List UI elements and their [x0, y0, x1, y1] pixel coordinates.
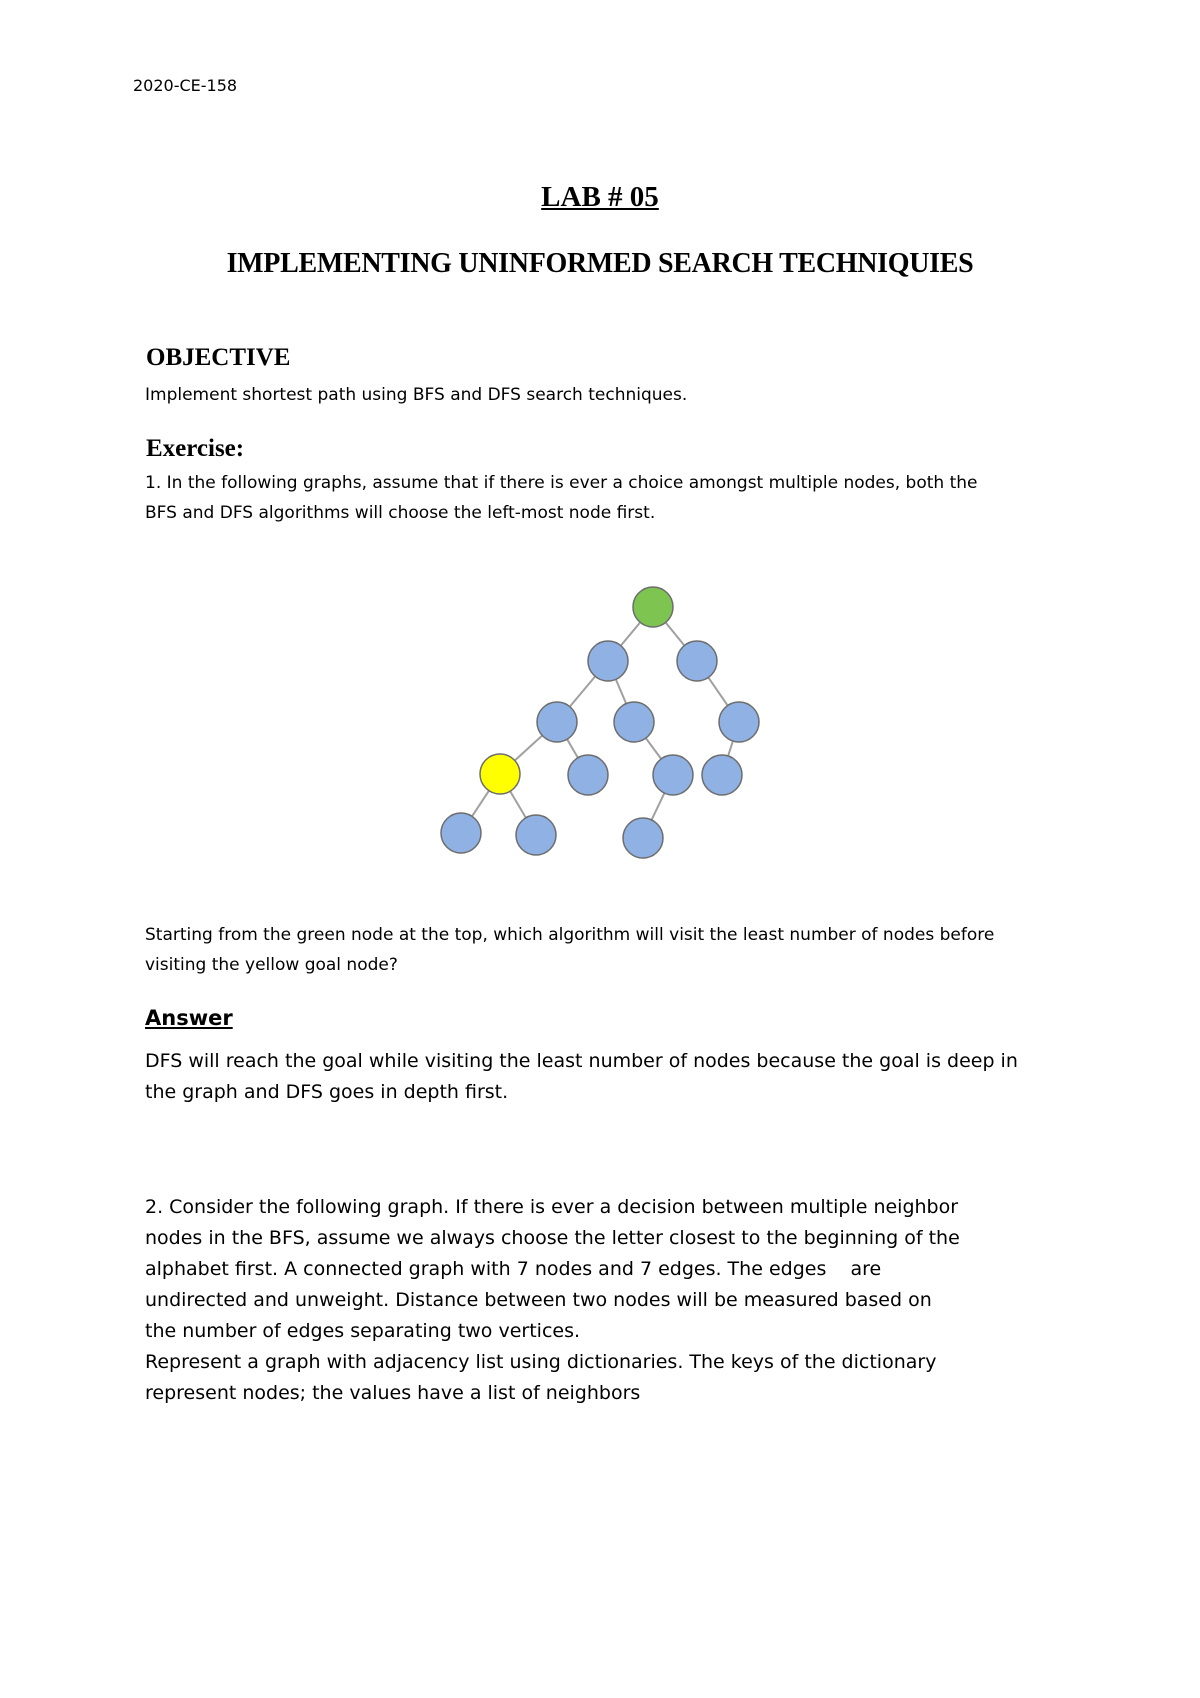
- objective-text: Implement shortest path using BFS and DFS search techniques.: [145, 385, 688, 405]
- graph-node: [702, 755, 742, 795]
- graph-edge: [621, 622, 640, 645]
- question-two-line: undirected and unweight. Distance between two nodes will be measured based on: [145, 1289, 932, 1311]
- question-two-line: 2. Consider the following graph. If there is ever a decision between multiple neighbor: [145, 1196, 959, 1218]
- question-two-line: represent nodes; the values have a list of neighbors: [145, 1382, 641, 1404]
- answer-line: the graph and DFS goes in depth first.: [145, 1081, 509, 1103]
- graph-node: [614, 702, 654, 742]
- graph-edge: [510, 791, 526, 818]
- question-line: Starting from the green node at the top, which algorithm will visit the least number of nodes before: [145, 925, 995, 945]
- search-tree-graph: [430, 580, 770, 880]
- main-title: IMPLEMENTING UNINFORMED SEARCH TECHNIQUIES: [226, 248, 974, 279]
- exercise-heading: Exercise:: [146, 435, 245, 462]
- question-two-line: alphabet first. A connected graph with 7 nodes and 7 edges. The edges are: [145, 1258, 882, 1280]
- answer-line: DFS will reach the goal while visiting the least number of nodes because the goal is deep in: [145, 1050, 1018, 1072]
- graph-node: [719, 702, 759, 742]
- answer-text: [145, 1046, 1018, 1108]
- exercise-text: [145, 468, 977, 528]
- graph-edge: [567, 739, 578, 757]
- question-two-line: Represent a graph with adjacency list using dictionaries. The keys of the dictionary: [145, 1351, 937, 1373]
- graph-edge: [472, 791, 489, 817]
- graph-edge: [666, 623, 685, 646]
- exercise-line: BFS and DFS algorithms will choose the left-most node first.: [145, 503, 656, 523]
- objective-heading: OBJECTIVE: [146, 344, 291, 371]
- graph-edge: [646, 738, 661, 759]
- graph-edge: [570, 676, 595, 706]
- start-node: [633, 587, 673, 627]
- question-two-line: nodes in the BFS, assume we always choose the letter closest to the beginning of the: [145, 1227, 960, 1249]
- graph-nodes: [441, 587, 759, 858]
- graph-node: [441, 813, 481, 853]
- graph-node: [677, 641, 717, 681]
- graph-node: [588, 641, 628, 681]
- graph-edge: [728, 741, 733, 756]
- question-two-text: [145, 1192, 960, 1409]
- graph-edge: [652, 793, 665, 820]
- question-line: visiting the yellow goal node?: [145, 955, 398, 975]
- graph-node: [653, 755, 693, 795]
- graph-edge: [616, 679, 626, 703]
- graph-edge: [515, 735, 542, 760]
- student-id: 2020-CE-158: [133, 76, 238, 95]
- graph-node: [568, 755, 608, 795]
- graph-node: [516, 815, 556, 855]
- answer-heading: Answer: [145, 1006, 233, 1030]
- goal-node: [480, 754, 520, 794]
- question-two-line: the number of edges separating two vertices.: [145, 1320, 581, 1342]
- exercise-line: 1. In the following graphs, assume that if there is ever a choice amongst multiple nodes, both the: [145, 473, 978, 493]
- graph-edge: [708, 677, 727, 705]
- graph-node: [623, 818, 663, 858]
- graph-node: [537, 702, 577, 742]
- lab-title: LAB # 05: [541, 181, 659, 213]
- question-text: [145, 920, 994, 980]
